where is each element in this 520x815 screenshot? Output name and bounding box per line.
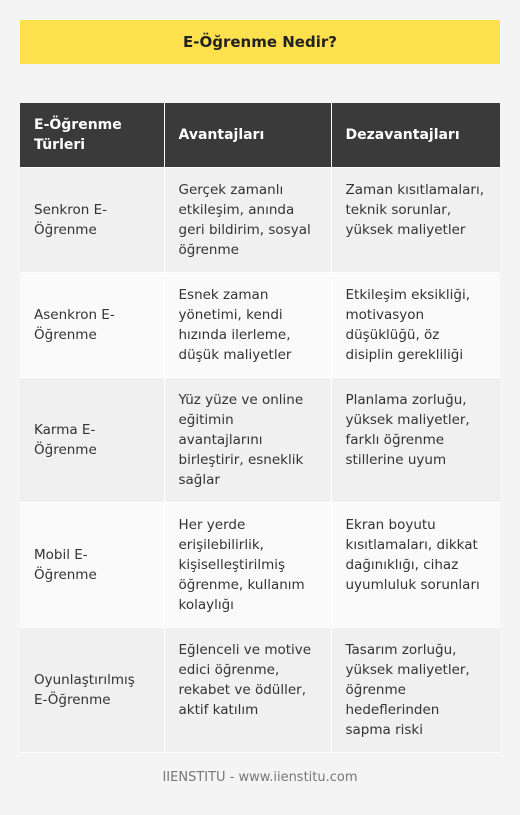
- disadvantages-cell: Etkileşim eksikliği, motivasyon düşüklüğü, öz disiplin gerekliliği: [331, 273, 500, 378]
- table-row: [20, 168, 500, 273]
- table-header-row: [20, 103, 500, 168]
- table-row: [20, 503, 500, 628]
- type-cell: Oyunlaştırılmış E-Öğrenme: [20, 628, 164, 753]
- type-cell: Mobil E-Öğrenme: [20, 503, 164, 628]
- disadvantages-cell: Tasarım zorluğu, yüksek maliyetler, öğrenme hedeflerinden sapma riski: [331, 628, 500, 753]
- page-title: E-Öğrenme Nedir?: [20, 20, 500, 64]
- advantages-cell: Esnek zaman yönetimi, kendi hızında ilerleme, düşük maliyetler: [164, 273, 331, 378]
- column-header-disadvantages: Dezavantajları: [331, 103, 500, 168]
- column-header-types: E-Öğrenme Türleri: [20, 103, 164, 168]
- advantages-cell: Yüz yüze ve online eğitimin avantajlarını birleştirir, esneklik sağlar: [164, 378, 331, 503]
- advantages-cell: Eğlenceli ve motive edici öğrenme, rekabet ve ödüller, aktif katılım: [164, 628, 331, 753]
- type-cell: Karma E-Öğrenme: [20, 378, 164, 503]
- disadvantages-cell: Zaman kısıtlamaları, teknik sorunlar, yüksek maliyetler: [331, 168, 500, 273]
- advantages-cell: Gerçek zamanlı etkileşim, anında geri bildirim, sosyal öğrenme: [164, 168, 331, 273]
- table-row: [20, 378, 500, 503]
- column-header-advantages: Avantajları: [164, 103, 331, 168]
- type-cell: Asenkron E-Öğrenme: [20, 273, 164, 378]
- table-row: [20, 273, 500, 378]
- table-row: [20, 628, 500, 753]
- advantages-cell: Her yerde erişilebilirlik, kişiselleştirilmiş öğrenme, kullanım kolaylığı: [164, 503, 331, 628]
- type-cell: Senkron E-Öğrenme: [20, 168, 164, 273]
- comparison-table: [20, 103, 500, 753]
- footer-credit: IIENSTITU - www.iienstitu.com: [162, 770, 358, 785]
- disadvantages-cell: Planlama zorluğu, yüksek maliyetler, farklı öğrenme stillerine uyum: [331, 378, 500, 503]
- disadvantages-cell: Ekran boyutu kısıtlamaları, dikkat dağınıklığı, cihaz uyumluluk sorunları: [331, 503, 500, 628]
